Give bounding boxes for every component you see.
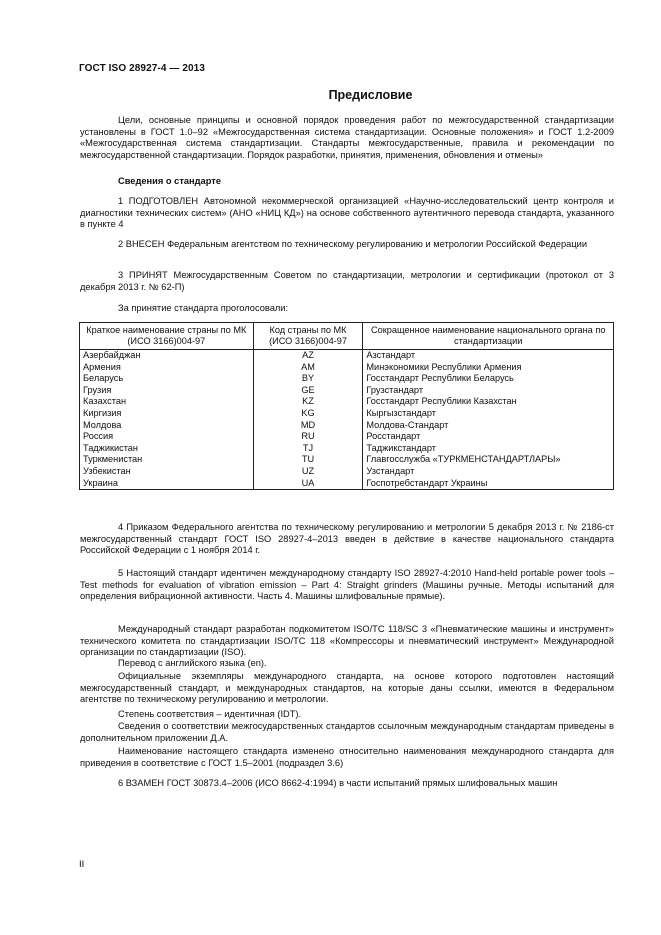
table-row: [80, 396, 614, 408]
table-row: [80, 362, 614, 374]
country-cell: Украина: [80, 478, 254, 490]
code-cell: TU: [253, 454, 363, 466]
intro-paragraph: Цели, основные принципы и основной порядок проведения работ по межгосударственной стандартизации установлены в ГОСТ 1.0–92 «Межгосударственная система стандартизации. Основные положения» и ГОСТ 1.2-2009 «Межгосударственная система стандартизации. Стандарты межгосударственные, правила и рекомендации по межгосударственной стандартизации. Порядок разработки, принятия, применения, обновления и отмены»: [80, 115, 614, 160]
body-cell: Азстандарт: [363, 350, 614, 362]
code-cell: TJ: [253, 443, 363, 455]
body-cell: Главгосслужба «ТУРКМЕНСТАНДАРТЛАРЫ»: [363, 454, 614, 466]
country-cell: Грузия: [80, 385, 254, 397]
body-cell: Росстандарт: [363, 431, 614, 443]
page-number: II: [79, 859, 85, 870]
country-cell: Беларусь: [80, 373, 254, 385]
table-row: [80, 431, 614, 443]
code-cell: MD: [253, 420, 363, 432]
body-cell: Грузстандарт: [363, 385, 614, 397]
column-header-country: Краткое наименование страны по МК (ИСО 3166)004-97: [80, 323, 254, 350]
country-cell: Киргизия: [80, 408, 254, 420]
column-header-code: Код страны по МК (ИСО 3166)004-97: [253, 323, 363, 350]
section-heading: Сведения о стандарте: [118, 176, 222, 186]
body-cell: Узстандарт: [363, 466, 614, 478]
item-6-paragraph: 6 ВЗАМЕН ГОСТ 30873.4–2006 (ИСО 8662-4:1994) в части испытаний прямых шлифовальных машин: [118, 778, 558, 788]
voting-table: [79, 322, 614, 490]
item-5-name-change-paragraph: Наименование настоящего стандарта изменено относительно наименования международного стандарта для приведения в соответствие с ГОСТ 1.5–2001 (подраздел 3.6): [80, 746, 614, 768]
table-row: [80, 350, 614, 362]
country-cell: Узбекистан: [80, 466, 254, 478]
item-5-conformity-paragraph: Сведения о соответствии межгосударственных стандартов ссылочным международным стандартам приведены в дополнительном приложении Д.А.: [80, 721, 614, 743]
code-cell: KG: [253, 408, 363, 420]
country-cell: Армения: [80, 362, 254, 374]
table-header-row: [80, 323, 614, 350]
item-5-degree-paragraph: Степень соответствия – идентичная (IDT).: [118, 709, 302, 719]
table-row: [80, 420, 614, 432]
code-cell: AZ: [253, 350, 363, 362]
country-cell: Россия: [80, 431, 254, 443]
code-cell: AM: [253, 362, 363, 374]
country-cell: Туркменистан: [80, 454, 254, 466]
table-row: [80, 408, 614, 420]
code-cell: GE: [253, 385, 363, 397]
code-cell: UZ: [253, 466, 363, 478]
body-cell: Кыргызстандарт: [363, 408, 614, 420]
document-header: ГОСТ ISO 28927-4 — 2013: [79, 63, 205, 74]
item-1-paragraph: 1 ПОДГОТОВЛЕН Автономной некоммерческой организацией «Научно-исследовательский центр контроля и диагностики технических систем» (АНО «НИЦ КД») на основе собственного аутентичного перевода стандарта, указанного в пункте 4: [80, 196, 614, 230]
voted-label: За принятие стандарта проголосовали:: [118, 303, 289, 313]
column-header-body: Сокращенное наименование национального органа по стандартизации: [363, 323, 614, 350]
body-cell: Госпотребстандарт Украины: [363, 478, 614, 490]
item-5-paragraph: 5 Настоящий стандарт идентичен международному стандарту ISO 28927-4:2010 Hand-held portable power tools – Test methods for evaluation of vibration emission – Part 4: Straight grinders (Машины ручные. Методы испытаний для определения вибрационной активности. Часть 4. Машины шлифовальные прямые).: [80, 568, 614, 602]
body-cell: Таджикстандарт: [363, 443, 614, 455]
item-2-paragraph: 2 ВНЕСЕН Федеральным агентством по техническому регулированию и метрологии Российской Федерации: [118, 239, 588, 249]
page-title: Предисловие: [328, 88, 413, 102]
body-cell: Госстандарт Республики Казахстан: [363, 396, 614, 408]
code-cell: RU: [253, 431, 363, 443]
table-row: [80, 466, 614, 478]
item-4-paragraph: 4 Приказом Федерального агентства по техническому регулированию и метрологии 5 декабря 2013 г. № 2186-ст межгосударственный стандарт ГОСТ ISO 28927-4–2013 введен в действие в качестве национального стандарта Российской Федерации с 1 ноября 2014 г.: [80, 522, 614, 556]
country-cell: Азербайджан: [80, 350, 254, 362]
table-row: [80, 443, 614, 455]
code-cell: KZ: [253, 396, 363, 408]
body-cell: Молдова-Стандарт: [363, 420, 614, 432]
body-cell: Госстандарт Республики Беларусь: [363, 373, 614, 385]
code-cell: BY: [253, 373, 363, 385]
table-row: [80, 373, 614, 385]
code-cell: UA: [253, 478, 363, 490]
item-5-copies-paragraph: Официальные экземпляры международного стандарта, на основе которого подготовлен настоящий межгосударственный стандарт, и международных стандартов, на которые даны ссылки, имеются в Федеральном агентстве по техническому регулированию и метрологии.: [80, 671, 614, 705]
item-5-developer-paragraph: Международный стандарт разработан подкомитетом ISO/TC 118/SC 3 «Пневматические машины и инструмент» технического комитета по стандартизации ISO/TC 118 «Компрессоры и пневматический инструмент» Международной организации по стандартизации (ISO).: [80, 624, 614, 658]
table-row: [80, 454, 614, 466]
table-row: [80, 385, 614, 397]
item-3-paragraph: 3 ПРИНЯТ Межгосударственным Советом по стандартизации, метрологии и сертификации (протокол от 3 декабря 2013 г. № 62-П): [80, 270, 614, 292]
item-5-translation-paragraph: Перевод с английского языка (en).: [118, 658, 267, 668]
country-cell: Казахстан: [80, 396, 254, 408]
table-row: [80, 478, 614, 490]
country-cell: Таджикистан: [80, 443, 254, 455]
body-cell: Минэкономики Республики Армения: [363, 362, 614, 374]
country-cell: Молдова: [80, 420, 254, 432]
